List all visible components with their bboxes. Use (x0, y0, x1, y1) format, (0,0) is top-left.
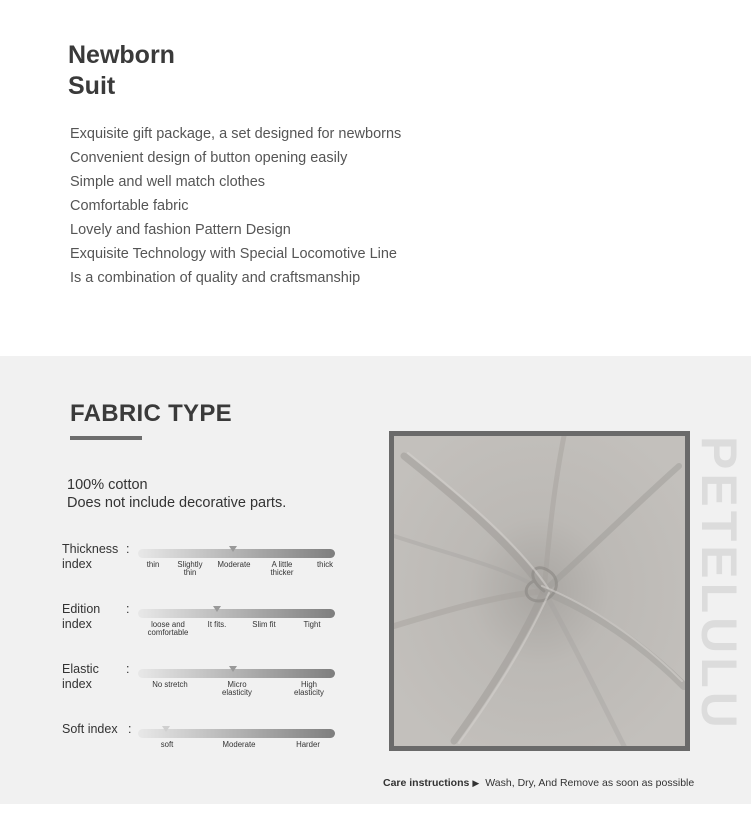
index-tick: thin (146, 560, 160, 569)
elastic-index (62, 662, 352, 706)
feature-item: Simple and well match clothes (70, 174, 266, 190)
index-bar (138, 669, 335, 678)
feature-item: Exquisite Technology with Special Locomotive Line (70, 246, 397, 262)
index-colon: : (126, 542, 130, 556)
heading-underline (70, 436, 142, 440)
feature-item: Lovely and fashion Pattern Design (70, 222, 291, 238)
feature-item: Comfortable fabric (70, 198, 189, 214)
composition-note: Does not include decorative parts. (67, 495, 287, 511)
index-tick: loose and comfortable (147, 620, 189, 637)
marker-down-icon (229, 666, 237, 672)
index-tick: Harder (296, 740, 320, 749)
index-tick: Slightly thin (177, 560, 203, 577)
index-tick: It fits. (207, 620, 227, 629)
brand-watermark: PETELULU (691, 436, 747, 732)
feature-item: Exquisite gift package, a set designed for newborns (70, 126, 402, 142)
fabric-heading: FABRIC TYPE (70, 400, 232, 427)
product-title-line2: Suit (68, 72, 116, 100)
index-tick: Micro elasticity (222, 680, 252, 697)
index-tick: soft (160, 740, 174, 749)
thickness-index (62, 542, 352, 586)
index-tick: thick (316, 560, 334, 569)
feature-list (70, 124, 401, 292)
index-tick: Moderate (222, 740, 256, 749)
index-tick: High elasticity (294, 680, 324, 697)
care-label: Care instructions (383, 777, 470, 789)
index-tick: Slim fit (252, 620, 276, 629)
index-label: Soft index (62, 722, 118, 736)
marker-down-icon (213, 606, 221, 612)
fabric-swirl-icon (394, 436, 685, 746)
marker-down-icon (162, 726, 170, 732)
composition-text: 100% cotton (67, 477, 148, 493)
index-tick: A little thicker (270, 560, 294, 577)
index-bar (138, 549, 335, 558)
index-colon: : (126, 602, 130, 616)
index-bar (138, 729, 335, 738)
index-colon: : (126, 662, 130, 676)
fabric-composition (67, 476, 286, 512)
index-tick: Moderate (217, 560, 251, 569)
soft-index (62, 722, 352, 766)
index-bar (138, 609, 335, 618)
product-title-line1: Newborn (68, 41, 175, 69)
feature-item: Is a combination of quality and craftsmanship (70, 270, 361, 286)
care-instructions (383, 777, 694, 789)
feature-item: Convenient design of button opening easily (70, 150, 348, 166)
index-tick: Tight (303, 620, 321, 629)
index-label: Elastic index (62, 662, 99, 691)
index-label: Edition index (62, 602, 101, 631)
fabric-section (0, 356, 751, 804)
product-title (68, 40, 175, 102)
arrow-right-icon: ▶ (472, 778, 480, 788)
marker-down-icon (229, 546, 237, 552)
edition-index (62, 602, 352, 646)
index-label: Thickness index (62, 542, 119, 571)
care-text: Wash, Dry, And Remove as soon as possible (485, 777, 695, 789)
index-tick: No stretch (152, 680, 188, 689)
index-colon: : (128, 722, 132, 736)
fabric-swatch-image (389, 431, 690, 751)
